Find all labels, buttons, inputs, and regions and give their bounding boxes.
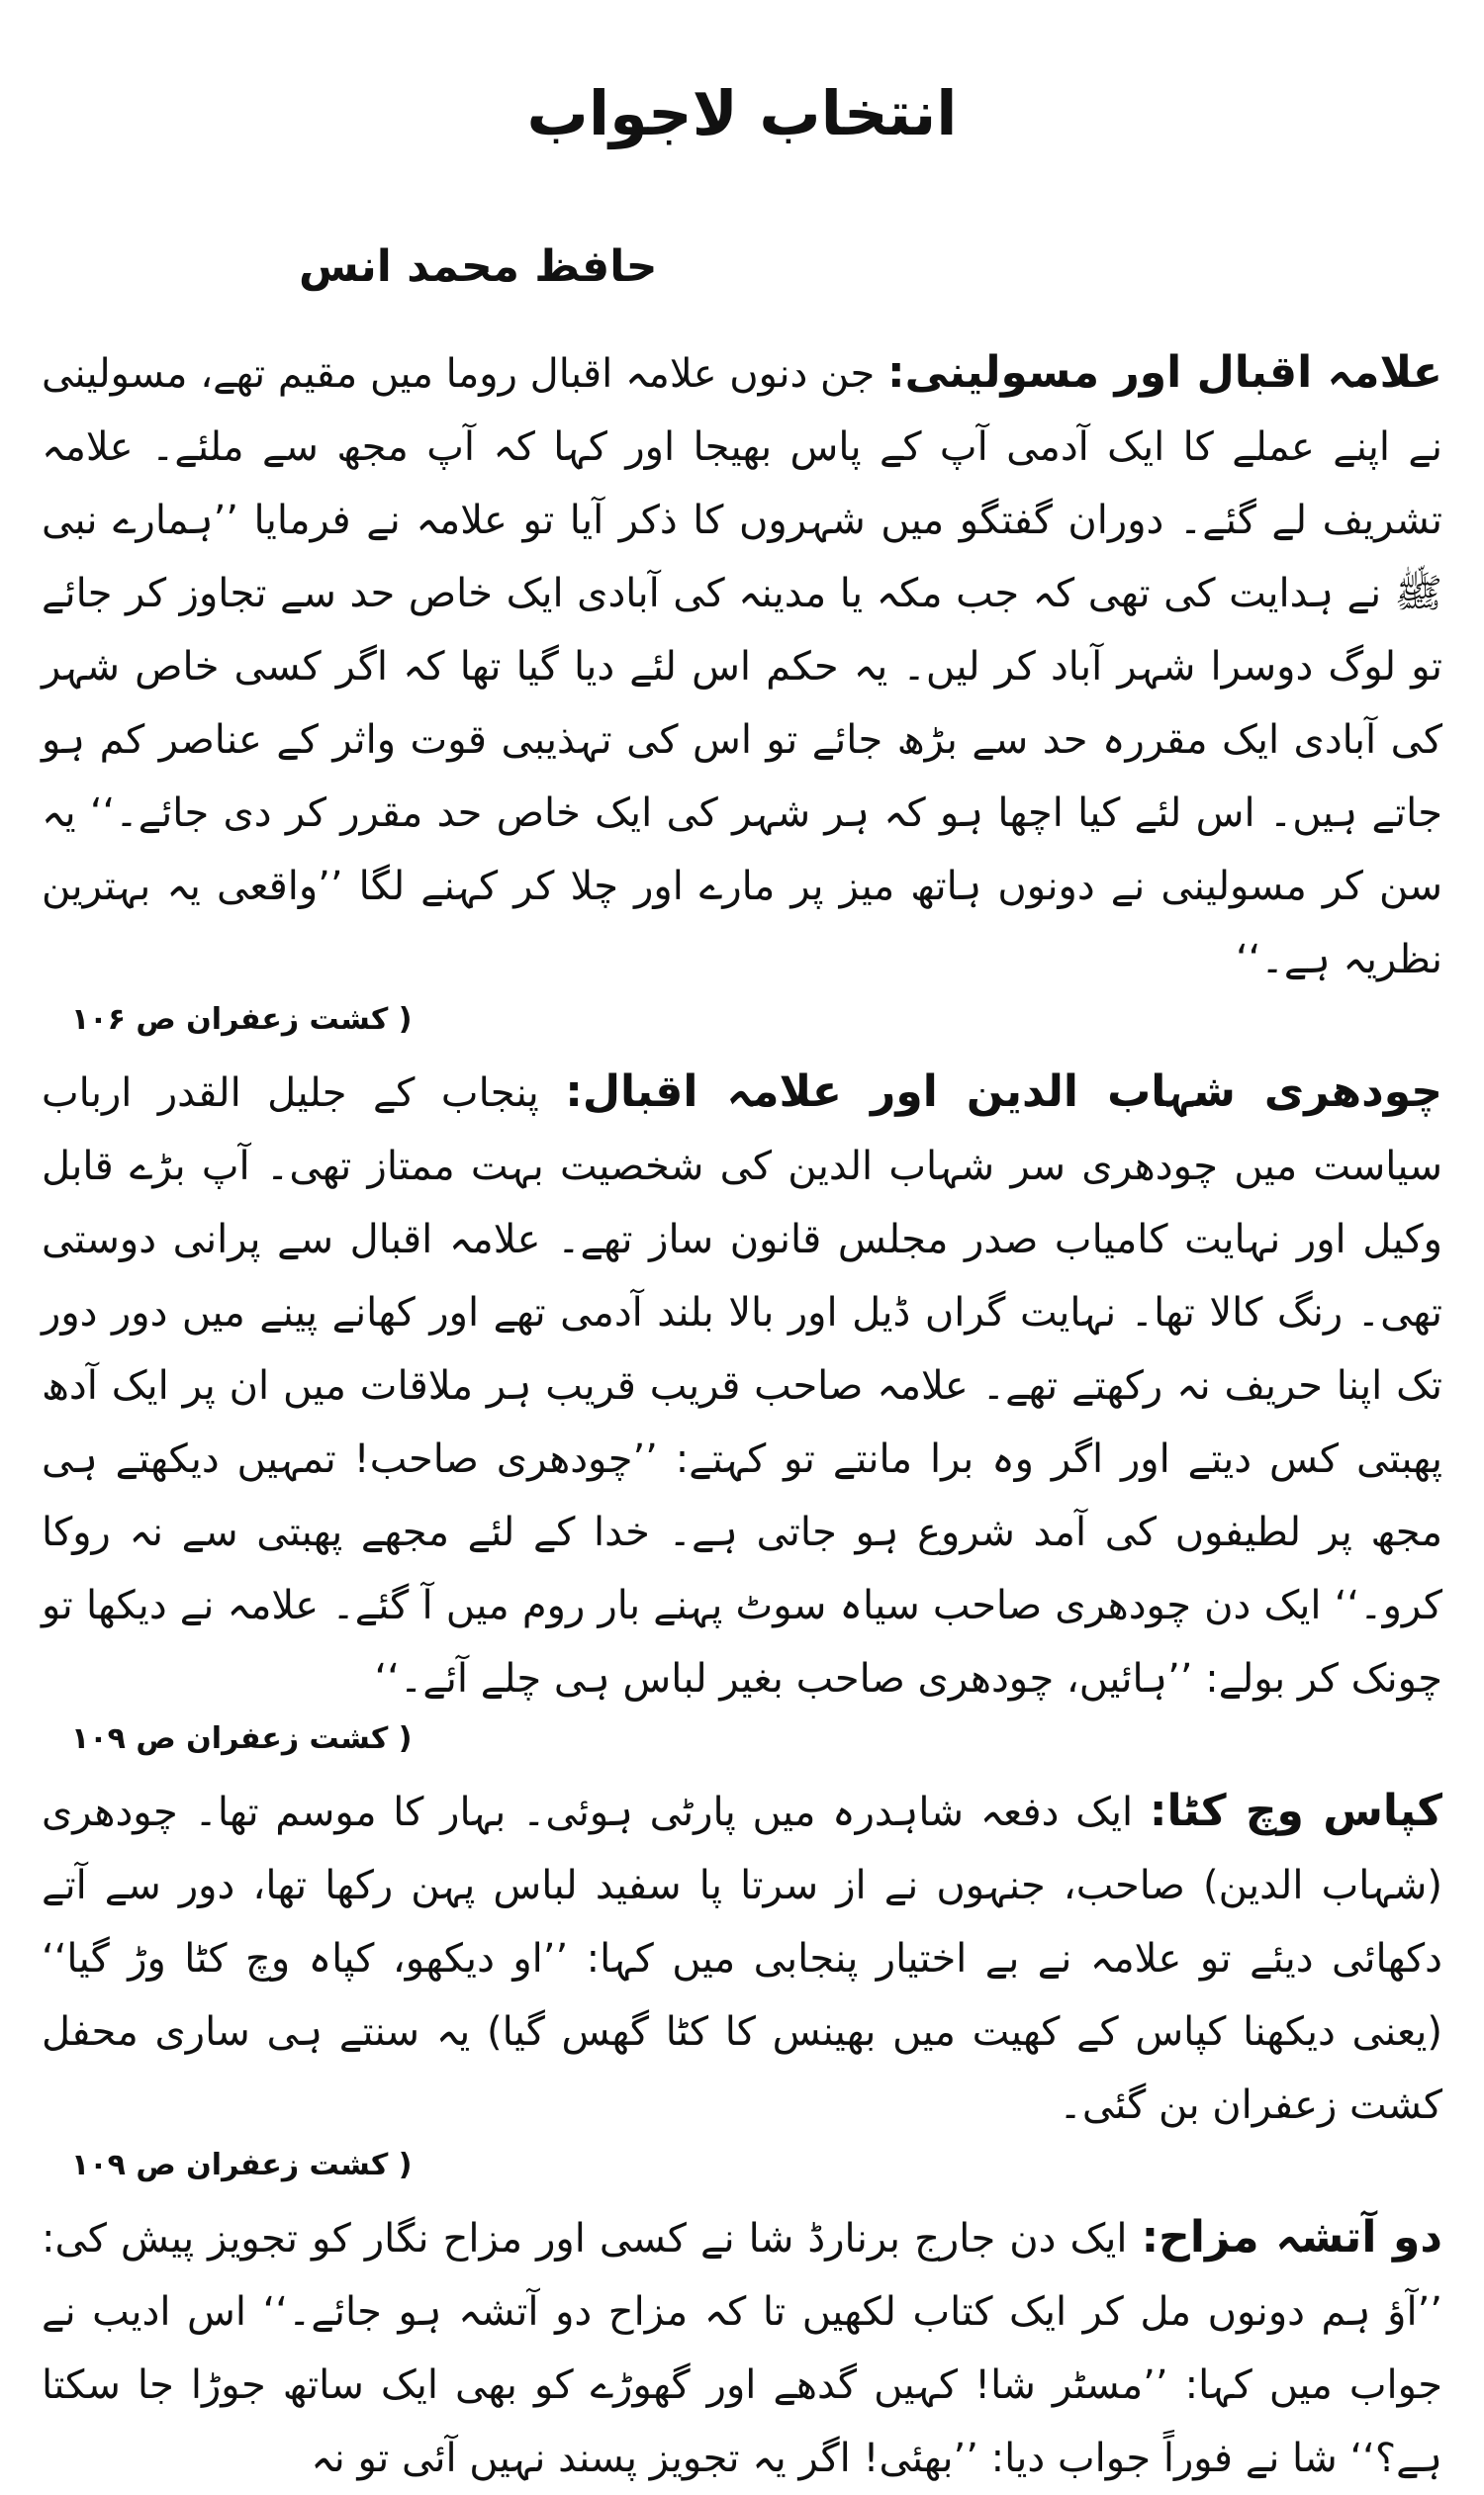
paragraph (42, 1056, 1442, 1715)
section-heading: چودھری شہاب الدین اور علامہ اقبال: (565, 1066, 1443, 1117)
section-kapas-wich-katta (42, 1775, 1442, 2195)
section-heading: کپاس وچ کٹا: (1149, 1786, 1442, 1836)
paragraph (42, 336, 1442, 996)
source-citation (42, 1710, 1442, 1769)
source-citation (42, 2136, 1442, 2195)
paragraph (42, 1775, 1442, 2142)
paragraph (42, 2201, 1442, 2495)
section-iqbal-mussolini (42, 336, 1442, 1050)
section-text: ایک دفعہ شاہدرہ میں پارٹی ہوئی۔ بہار کا موسم تھا۔ چودھری (شہاب الدین) صاحب، جنہوں نے از سرتا پا سفید لباس پہن رکھا تھا، دور سے آتے دکھائی دیئے تو علامہ نے بے اختیار پنجابی میں کہا: ’’او دیکھو، کپاہ وچ کٹا وڑ گیا‘‘ (یعنی دیکھنا کپاس کے کھیت میں بھینس کا کٹا گھس گیا) یہ سنتے ہی ساری محفل کشت زعفران بن گئی۔ (42, 1790, 1442, 2128)
source-citation (42, 990, 1442, 1050)
source-text: ( کشت زعفران ص ۱۰۶ (71, 1002, 413, 1037)
section-text: جن دنوں علامہ اقبال روما میں مقیم تھے، مسولینی نے اپنے عملے کا ایک آدمی آپ کے پاس بھیجا اور کہا کہ آپ مجھ سے ملئے۔ علامہ تشریف لے گئے۔ دوران گفتگو میں شہروں کا ذکر آیا تو علامہ نے فرمایا ’’ہمارے نبی ﷺ نے ہدایت کی تھی کہ جب مکہ یا مدینہ کی آبادی ایک خاص حد سے تجاوز کر جائے تو لوگ دوسرا شہر آباد کر لیں۔ یہ حکم اس لئے دیا گیا تھا کہ اگر کسی خاص شہر کی آبادی ایک مقررہ حد سے بڑھ جائے تو اس کی تہذیبی قوت واثر کے عناصر کم ہو جاتے ہیں۔ اس لئے کیا اچھا ہو کہ ہر شہر کی ایک خاص حد مقرر کر دی جائے۔‘‘ یہ سن کر مسولینی نے دونوں ہاتھ میز پر مارے اور چلا کر کہنے لگا ’’واقعی یہ بہترین نظریہ ہے۔‘‘ (42, 351, 1443, 982)
source-text: ( کشت زعفران ص ۱۰۹ (71, 2148, 413, 2182)
page-title: انتخاب لاجواب (526, 77, 958, 149)
section-text: ایک دن جارج برنارڈ شا نے کسی اور مزاح نگار کو تجویز پیش کی: ’’آؤ ہم دونوں مل کر ایک کتاب لکھیں تا کہ مزاح دو آتشہ ہو جائے۔‘‘ اس ادیب نے جواب میں کہا: ’’مسٹر شا! کہیں گدھے اور گھوڑے کو بھی ایک ساتھ جوڑا جا سکتا ہے؟‘‘ شا نے فوراً جواب دیا: ’’بھئی! اگر یہ تجویز پسند نہیں آئی تو نہ (42, 2216, 1442, 2481)
source-text: ( کشت زعفران ص ۱۰۹ (71, 1721, 413, 1756)
section-heading: علامہ اقبال اور مسولینی: (886, 347, 1442, 398)
section-text: پنجاب کے جلیل القدر ارباب سیاست میں چودھری سر شہاب الدین کی شخصیت بہت ممتاز تھی۔ آپ بڑے قابل وکیل اور نہایت کامیاب صدر مجلس قانون ساز تھے۔ علامہ اقبال سے پرانی دوستی تھی۔ رنگ کالا تھا۔ نہایت گراں ڈیل اور بالا بلند آدمی تھے اور کھانے پینے میں دور دور تک اپنا حریف نہ رکھتے تھے۔ علامہ صاحب قریب قریب ہر ملاقات میں ان پر ایک آدھ پھبتی کس دیتے اور اگر وہ برا مانتے تو کہتے: ’’چودھری صاحب! تمہیں دیکھتے ہی مجھ پر لطیفوں کی آمد شروع ہو جاتی ہے۔ خدا کے لئے مجھے پھبتی سے نہ روکا کرو۔‘‘ ایک دن چودھری صاحب سیاہ سوٹ پہنے بار روم میں آ گئے۔ علامہ نے دیکھا تو چونک کر بولے: ’’ہائیں، چودھری صاحب بغیر لباس ہی چلے آئے۔‘‘ (42, 1070, 1442, 1702)
section-heading: دو آتشہ مزاح: (1141, 2212, 1442, 2263)
author-name: حافظ محمد انس (299, 241, 658, 292)
section-shahabuddin-iqbal (42, 1056, 1442, 1769)
section-do-aatisha-mizah (42, 2201, 1442, 2495)
